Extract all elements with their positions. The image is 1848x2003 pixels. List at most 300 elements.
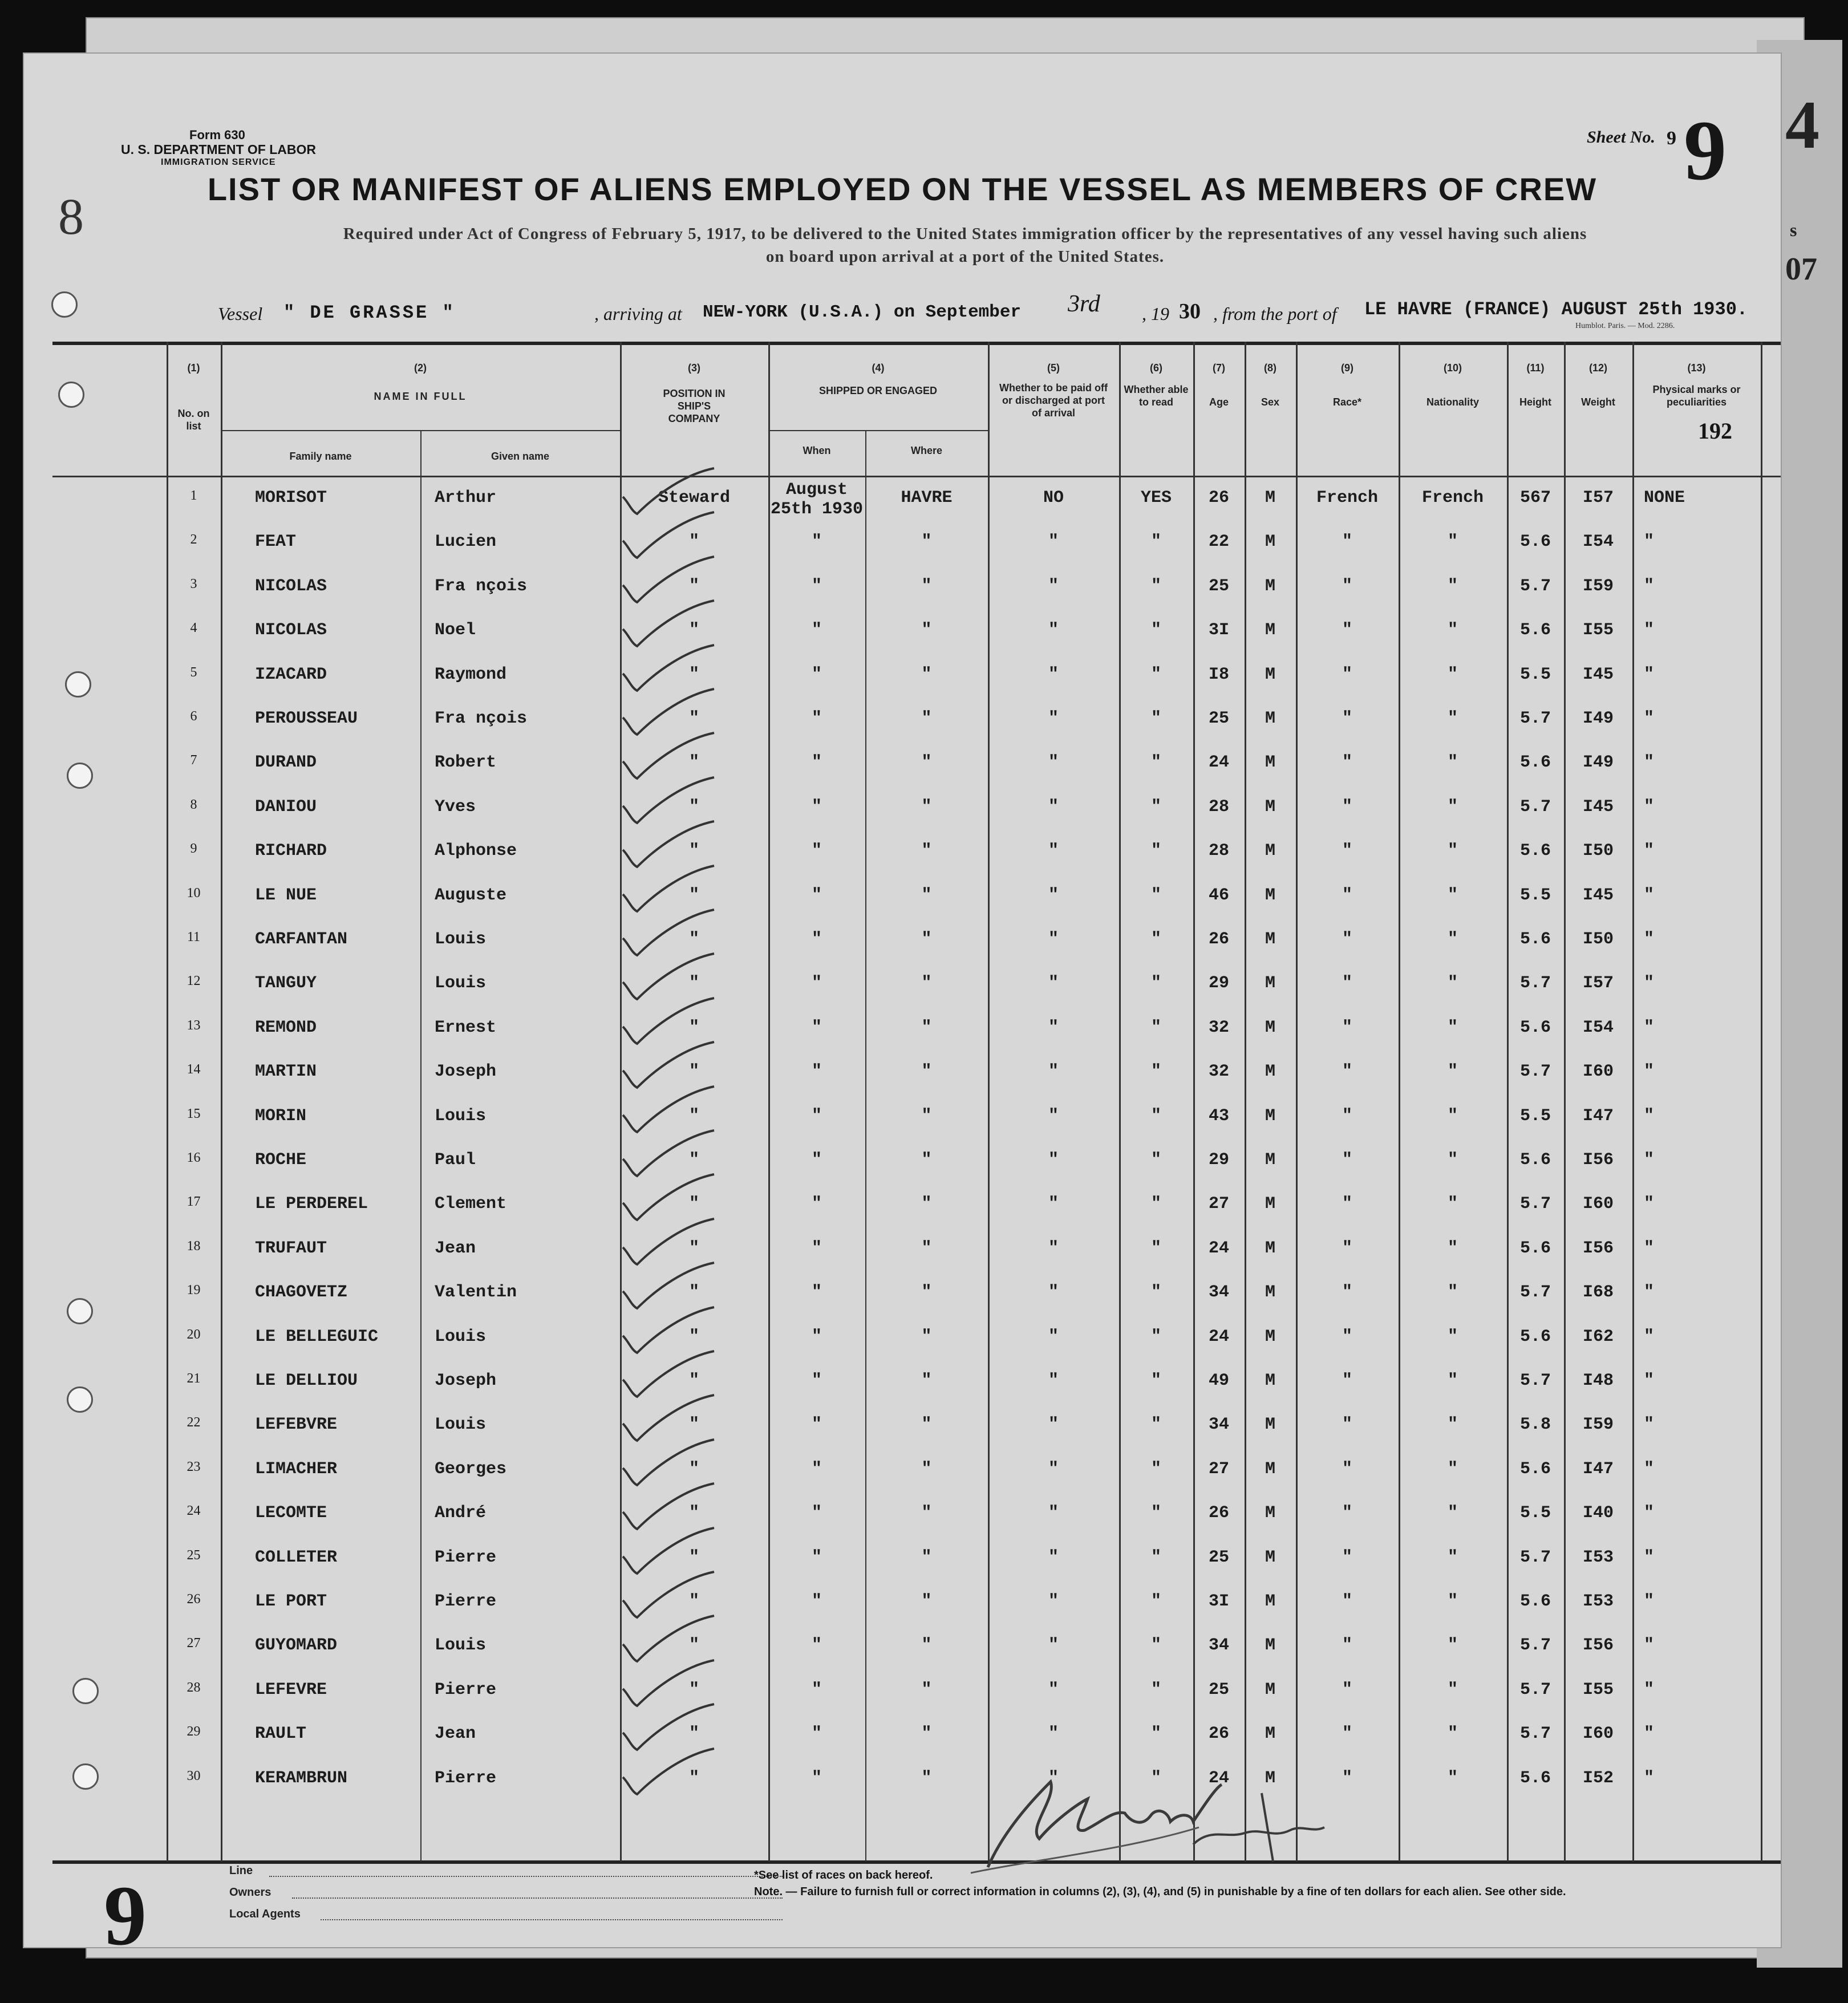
cell-marks: NONE bbox=[1644, 488, 1685, 508]
edge-number: 4 bbox=[1785, 87, 1819, 163]
cell-read: " bbox=[1150, 1769, 1161, 1788]
table-top-rule bbox=[52, 342, 1781, 345]
cell-position: " bbox=[688, 1327, 699, 1347]
shipped-subheader-rule bbox=[768, 430, 988, 431]
subtitle-line1: Required under Act of Congress of February 5, 1917, to be delivered to the United States immigration officer by the representatives of any vessel having such aliens bbox=[343, 225, 1587, 243]
cell-height: 5.7 bbox=[1519, 1724, 1551, 1743]
col5-header: Whether to be paid off or discharged at port of arrival bbox=[999, 382, 1108, 419]
cell-given: Fra nçois bbox=[435, 709, 528, 728]
col-rule bbox=[768, 342, 770, 1862]
arriving-port: NEW-YORK (U.S.A.) on September bbox=[703, 302, 1022, 322]
cell-position: " bbox=[688, 974, 699, 993]
cell-read: " bbox=[1150, 1371, 1161, 1390]
cell-marks: " bbox=[1644, 1724, 1655, 1743]
cell-no: 14 bbox=[187, 1062, 201, 1077]
cell-paid: " bbox=[1048, 841, 1059, 861]
cell-when1: " bbox=[811, 1680, 822, 1700]
cell-read: " bbox=[1150, 1680, 1161, 1700]
cell-family: ROCHE bbox=[255, 1150, 307, 1170]
col-rule bbox=[221, 342, 222, 1862]
cell-family: TRUFAUT bbox=[255, 1239, 327, 1258]
cell-position: " bbox=[688, 621, 699, 640]
cell-nat: " bbox=[1447, 1371, 1458, 1390]
cell-paid: " bbox=[1048, 1106, 1059, 1126]
check-mark bbox=[617, 1171, 720, 1223]
cell-when1: " bbox=[811, 709, 822, 728]
cell-marks: " bbox=[1644, 753, 1655, 772]
cell-weight: I59 bbox=[1582, 577, 1614, 596]
cell-age: 29 bbox=[1208, 974, 1229, 993]
cell-family: DANIOU bbox=[255, 797, 317, 817]
cell-when1: " bbox=[811, 1062, 822, 1081]
cell-when1: " bbox=[811, 753, 822, 772]
cell-read: " bbox=[1150, 797, 1161, 817]
cell-sex: M bbox=[1265, 1150, 1275, 1170]
col-rule bbox=[1296, 342, 1298, 1862]
cell-where: " bbox=[921, 1724, 932, 1743]
cell-when1: August bbox=[785, 480, 848, 500]
cell-family: LE PORT bbox=[255, 1592, 327, 1611]
edge-digits: 07 bbox=[1785, 252, 1817, 287]
cell-height: 5.6 bbox=[1519, 841, 1551, 861]
cell-weight: I62 bbox=[1582, 1327, 1614, 1347]
check-mark bbox=[617, 1701, 720, 1753]
cell-weight: I68 bbox=[1582, 1283, 1614, 1302]
col-rule bbox=[167, 342, 168, 1862]
check-mark bbox=[617, 1260, 720, 1311]
cell-no: 13 bbox=[187, 1018, 201, 1033]
cell-nat: " bbox=[1447, 930, 1458, 949]
cell-no: 1 bbox=[190, 488, 197, 503]
cell-read: " bbox=[1150, 841, 1161, 861]
cell-race: " bbox=[1342, 1415, 1352, 1434]
cell-when1: " bbox=[811, 1724, 822, 1743]
cell-weight: I49 bbox=[1582, 753, 1614, 772]
cell-where: HAVRE bbox=[901, 488, 953, 508]
cell-where: " bbox=[921, 1106, 932, 1126]
cell-weight: I40 bbox=[1582, 1503, 1614, 1523]
cell-sex: M bbox=[1265, 841, 1275, 861]
cell-marks: " bbox=[1644, 1062, 1655, 1081]
cell-no: 30 bbox=[187, 1769, 201, 1783]
cell-family: KERAMBRUN bbox=[255, 1769, 348, 1788]
cell-nat: " bbox=[1447, 709, 1458, 728]
year-prefix: , 19 bbox=[1142, 303, 1169, 324]
cell-when1: " bbox=[811, 1106, 822, 1126]
arriving-label: , arriving at bbox=[594, 303, 682, 324]
cell-paid: " bbox=[1048, 1018, 1059, 1037]
cell-nat: " bbox=[1447, 1150, 1458, 1170]
cell-read: " bbox=[1150, 886, 1161, 905]
cell-paid: " bbox=[1048, 1769, 1059, 1788]
cell-position: " bbox=[688, 1769, 699, 1788]
cell-position: " bbox=[688, 1283, 699, 1302]
cell-when1: " bbox=[811, 797, 822, 817]
cell-sex: M bbox=[1265, 1415, 1275, 1434]
cell-where: " bbox=[921, 1680, 932, 1700]
punch-hole bbox=[72, 1763, 99, 1790]
cell-nat: " bbox=[1447, 841, 1458, 861]
cell-family: DURAND bbox=[255, 753, 317, 772]
line-label: Line bbox=[229, 1864, 253, 1877]
cell-no: 22 bbox=[187, 1415, 201, 1430]
cell-sex: M bbox=[1265, 488, 1275, 508]
cell-when1: " bbox=[811, 930, 822, 949]
cell-no: 29 bbox=[187, 1724, 201, 1739]
cell-age: 49 bbox=[1208, 1371, 1229, 1390]
cell-age: 46 bbox=[1208, 886, 1229, 905]
cell-where: " bbox=[921, 1592, 932, 1611]
cell-race: " bbox=[1342, 1239, 1352, 1258]
cell-weight: I55 bbox=[1582, 1680, 1614, 1700]
bottom-big-number: 9 bbox=[104, 1868, 147, 1963]
cell-paid: " bbox=[1048, 1459, 1059, 1479]
cell-nat: " bbox=[1447, 1548, 1458, 1567]
cell-marks: " bbox=[1644, 621, 1655, 640]
punch-hole bbox=[67, 1386, 93, 1413]
cell-family: MORIN bbox=[255, 1106, 307, 1126]
cell-age: 32 bbox=[1208, 1062, 1229, 1081]
cell-given: Louis bbox=[435, 930, 487, 949]
cell-given: Louis bbox=[435, 1415, 487, 1434]
cell-family: FEAT bbox=[255, 532, 297, 552]
cell-sex: M bbox=[1265, 974, 1275, 993]
page-title: LIST OR MANIFEST OF ALIENS EMPLOYED ON THE VESSEL AS MEMBERS OF CREW bbox=[207, 171, 1598, 207]
cell-family: MARTIN bbox=[255, 1062, 317, 1081]
cell-given: André bbox=[435, 1503, 487, 1523]
cell-family: TANGUY bbox=[255, 974, 317, 993]
cell-position: " bbox=[688, 1680, 699, 1700]
cell-height: 5.7 bbox=[1519, 1636, 1551, 1655]
col11-header: Height bbox=[1519, 396, 1551, 408]
cell-family: PEROUSSEAU bbox=[255, 709, 358, 728]
signature bbox=[954, 1759, 1364, 1890]
cell-age: 34 bbox=[1208, 1636, 1229, 1655]
cell-position: " bbox=[688, 1636, 699, 1655]
cell-given: Joseph bbox=[435, 1371, 497, 1390]
cell-weight: I54 bbox=[1582, 532, 1614, 552]
cell-sex: M bbox=[1265, 621, 1275, 640]
cell-marks: " bbox=[1644, 797, 1655, 817]
cell-position: " bbox=[688, 1018, 699, 1037]
cell-age: 22 bbox=[1208, 532, 1229, 552]
cell-race: " bbox=[1342, 1150, 1352, 1170]
cell-read: YES bbox=[1140, 488, 1172, 508]
cell-marks: " bbox=[1644, 1680, 1655, 1700]
cell-given: Yves bbox=[435, 797, 476, 817]
check-mark bbox=[617, 509, 720, 561]
cell-race: " bbox=[1342, 1283, 1352, 1302]
cell-family: RAULT bbox=[255, 1724, 307, 1743]
cell-when1: " bbox=[811, 1636, 822, 1655]
cell-paid: " bbox=[1048, 1503, 1059, 1523]
cell-where: " bbox=[921, 1548, 932, 1567]
cell-weight: I47 bbox=[1582, 1459, 1614, 1479]
col-rule bbox=[1193, 342, 1195, 1862]
col13-number: (13) bbox=[1687, 362, 1706, 374]
punch-hole bbox=[67, 763, 93, 789]
cell-given: Louis bbox=[435, 1327, 487, 1347]
cell-where: " bbox=[921, 1062, 932, 1081]
cell-age: 26 bbox=[1208, 930, 1229, 949]
cell-age: 25 bbox=[1208, 1548, 1229, 1567]
cell-marks: " bbox=[1644, 1106, 1655, 1126]
col1-number: (1) bbox=[187, 362, 200, 374]
cell-race: " bbox=[1342, 1459, 1352, 1479]
cell-age: 3I bbox=[1208, 621, 1229, 640]
cell-sex: M bbox=[1265, 1724, 1275, 1743]
col-rule bbox=[1761, 342, 1762, 1862]
col3-header: POSITION IN SHIP'S COMPANY bbox=[663, 388, 726, 424]
cell-where: " bbox=[921, 1636, 932, 1655]
cell-given: Auguste bbox=[435, 886, 507, 905]
cell-nat: " bbox=[1447, 1592, 1458, 1611]
col12-number: (12) bbox=[1588, 362, 1607, 374]
cell-given: Ernest bbox=[435, 1018, 497, 1037]
cell-weight: I50 bbox=[1582, 841, 1614, 861]
punch-hole bbox=[51, 291, 78, 318]
col4a-header: When bbox=[803, 445, 831, 456]
cell-nat: " bbox=[1447, 1769, 1458, 1788]
cell-where: " bbox=[921, 1415, 932, 1434]
cell-weight: I56 bbox=[1582, 1636, 1614, 1655]
cell-read: " bbox=[1150, 753, 1161, 772]
cell-family: LE DELLIOU bbox=[255, 1371, 358, 1390]
cell-marks: " bbox=[1644, 1592, 1655, 1611]
cell-position: " bbox=[688, 753, 699, 772]
check-mark bbox=[617, 1392, 720, 1444]
cell-read: " bbox=[1150, 665, 1161, 684]
cell-where: " bbox=[921, 709, 932, 728]
cell-marks: " bbox=[1644, 974, 1655, 993]
cell-read: " bbox=[1150, 1062, 1161, 1081]
col7-header: Age bbox=[1209, 396, 1229, 408]
cell-sex: M bbox=[1265, 709, 1275, 728]
cell-age: 26 bbox=[1208, 488, 1229, 508]
cell-race: " bbox=[1342, 665, 1352, 684]
col-rule bbox=[1632, 342, 1634, 1862]
cell-no: 28 bbox=[187, 1680, 201, 1695]
cell-where: " bbox=[921, 1283, 932, 1302]
penalty-note: Note. — Failure to furnish full or correct information in columns (2), (3), (4), and (5) in punishable by a fine of ten dollars for each alien. See other side. bbox=[754, 1886, 1566, 1898]
cell-when2: 25th 1930 bbox=[770, 500, 864, 519]
cell-nat: " bbox=[1447, 621, 1458, 640]
cell-race: " bbox=[1342, 1680, 1352, 1700]
cell-race: " bbox=[1342, 532, 1352, 552]
cell-when1: " bbox=[811, 1283, 822, 1302]
cell-when1: " bbox=[811, 1769, 822, 1788]
cell-when1: " bbox=[811, 1150, 822, 1170]
cell-sex: M bbox=[1265, 753, 1275, 772]
cell-age: 32 bbox=[1208, 1018, 1229, 1037]
cell-when1: " bbox=[811, 841, 822, 861]
cell-weight: I59 bbox=[1582, 1415, 1614, 1434]
cell-when1: " bbox=[811, 1018, 822, 1037]
cell-height: 5.8 bbox=[1519, 1415, 1551, 1434]
service: IMMIGRATION SERVICE bbox=[161, 157, 276, 167]
cell-paid: " bbox=[1048, 1724, 1059, 1743]
cell-sex: M bbox=[1265, 665, 1275, 684]
col2b-header: Given name bbox=[491, 451, 550, 462]
edge-letter: s bbox=[1790, 220, 1797, 240]
col9-header: Race* bbox=[1332, 396, 1362, 408]
cell-height: 5.7 bbox=[1519, 1680, 1551, 1700]
cell-marks: " bbox=[1644, 1503, 1655, 1523]
cell-race: " bbox=[1342, 1371, 1352, 1390]
cell-height: 5.6 bbox=[1519, 1592, 1551, 1611]
cell-height: 5.6 bbox=[1519, 1459, 1551, 1479]
cell-height: 5.7 bbox=[1519, 1371, 1551, 1390]
cell-weight: I56 bbox=[1582, 1150, 1614, 1170]
col11-number: (11) bbox=[1526, 362, 1545, 374]
cell-where: " bbox=[921, 1371, 932, 1390]
cell-no: 20 bbox=[187, 1327, 201, 1342]
cell-sex: M bbox=[1265, 1106, 1275, 1126]
cell-sex: M bbox=[1265, 532, 1275, 552]
printer-mark: Humblot. Paris. — Mod. 2286. bbox=[1575, 322, 1675, 330]
cell-weight: I47 bbox=[1582, 1106, 1614, 1126]
cell-paid: " bbox=[1048, 1371, 1059, 1390]
cell-read: " bbox=[1150, 1150, 1161, 1170]
cell-read: " bbox=[1150, 1415, 1161, 1434]
cell-age: 26 bbox=[1208, 1503, 1229, 1523]
cell-height: 5.7 bbox=[1519, 1283, 1551, 1302]
cell-where: " bbox=[921, 1194, 932, 1214]
cell-read: " bbox=[1150, 1239, 1161, 1258]
cell-height: 5.7 bbox=[1519, 974, 1551, 993]
cell-where: " bbox=[921, 1327, 932, 1347]
col-rule bbox=[1564, 342, 1566, 1862]
cell-sex: M bbox=[1265, 1062, 1275, 1081]
cell-weight: I52 bbox=[1582, 1769, 1614, 1788]
cell-race: " bbox=[1342, 577, 1352, 596]
cell-read: " bbox=[1150, 1636, 1161, 1655]
cell-family: LE BELLEGUIC bbox=[255, 1327, 379, 1347]
races-note: *See list of races on back hereof. bbox=[754, 1869, 933, 1882]
cell-given: Louis bbox=[435, 1636, 487, 1655]
cell-no: 7 bbox=[190, 753, 197, 768]
cell-sex: M bbox=[1265, 1459, 1275, 1479]
cell-marks: " bbox=[1644, 1018, 1655, 1037]
cell-position: " bbox=[688, 1062, 699, 1081]
cell-read: " bbox=[1150, 974, 1161, 993]
col-rule bbox=[1245, 342, 1246, 1862]
cell-position: " bbox=[688, 1415, 699, 1434]
cell-nat: " bbox=[1447, 532, 1458, 552]
cell-marks: " bbox=[1644, 1415, 1655, 1434]
cell-race: " bbox=[1342, 1636, 1352, 1655]
cell-nat: " bbox=[1447, 1680, 1458, 1700]
cell-when1: " bbox=[811, 1194, 822, 1214]
cell-paid: " bbox=[1048, 1062, 1059, 1081]
cell-sex: M bbox=[1265, 1194, 1275, 1214]
cell-given: Pierre bbox=[435, 1548, 497, 1567]
cell-nat: " bbox=[1447, 1459, 1458, 1479]
cell-given: Arthur bbox=[435, 488, 497, 508]
check-mark bbox=[617, 951, 720, 1002]
cell-given: Pierre bbox=[435, 1680, 497, 1700]
cell-sex: M bbox=[1265, 1327, 1275, 1347]
sheet-label: Sheet No. bbox=[1587, 128, 1655, 147]
cell-where: " bbox=[921, 577, 932, 596]
cell-nat: French bbox=[1421, 488, 1484, 508]
cell-marks: " bbox=[1644, 1769, 1655, 1788]
cell-family: LECOMTE bbox=[255, 1503, 327, 1523]
cell-when1: " bbox=[811, 886, 822, 905]
col6-header: Whether able to read bbox=[1124, 384, 1189, 408]
col9-number: (9) bbox=[1341, 362, 1353, 374]
cell-height: 5.7 bbox=[1519, 1062, 1551, 1081]
cell-marks: " bbox=[1644, 1327, 1655, 1347]
cell-nat: " bbox=[1447, 1283, 1458, 1302]
cell-marks: " bbox=[1644, 1548, 1655, 1567]
cell-paid: " bbox=[1048, 1327, 1059, 1347]
col-rule bbox=[1119, 342, 1121, 1862]
col2a-header: Family name bbox=[289, 451, 352, 462]
cell-position: " bbox=[688, 1592, 699, 1611]
cell-age: I8 bbox=[1208, 665, 1229, 684]
year-suffix: 30 bbox=[1179, 299, 1201, 323]
cell-height: 5.7 bbox=[1519, 1194, 1551, 1214]
cell-position: " bbox=[688, 886, 699, 905]
col2-number: (2) bbox=[414, 362, 427, 374]
cell-family: LE PERDEREL bbox=[255, 1194, 368, 1214]
cell-position: " bbox=[688, 1724, 699, 1743]
owners-field bbox=[292, 1897, 783, 1899]
cell-where: " bbox=[921, 1239, 932, 1258]
cell-no: 21 bbox=[187, 1371, 201, 1386]
cell-paid: " bbox=[1048, 1592, 1059, 1611]
cell-weight: I53 bbox=[1582, 1548, 1614, 1567]
cell-height: 5.5 bbox=[1519, 1106, 1551, 1126]
cell-read: " bbox=[1150, 577, 1161, 596]
cell-given: Lucien bbox=[435, 532, 497, 552]
cell-race: " bbox=[1342, 1018, 1352, 1037]
cell-nat: " bbox=[1447, 886, 1458, 905]
owners-label: Owners bbox=[229, 1886, 271, 1899]
cell-given: Louis bbox=[435, 974, 487, 993]
cell-read: " bbox=[1150, 709, 1161, 728]
cell-paid: " bbox=[1048, 1283, 1059, 1302]
cell-when1: " bbox=[811, 577, 822, 596]
cell-nat: " bbox=[1447, 1724, 1458, 1743]
cell-no: 8 bbox=[190, 797, 197, 812]
cell-weight: I57 bbox=[1582, 974, 1614, 993]
cell-where: " bbox=[921, 1150, 932, 1170]
cell-family: CHAGOVETZ bbox=[255, 1283, 348, 1302]
cell-given: Alphonse bbox=[435, 841, 517, 861]
cell-paid: " bbox=[1048, 797, 1059, 817]
cell-paid: " bbox=[1048, 1415, 1059, 1434]
cell-race: " bbox=[1342, 753, 1352, 772]
cell-where: " bbox=[921, 1459, 932, 1479]
arrival-day: 3rd bbox=[1068, 291, 1100, 317]
cell-position: " bbox=[688, 577, 699, 596]
cell-position: " bbox=[688, 1548, 699, 1567]
cell-paid: " bbox=[1048, 577, 1059, 596]
cell-given: Fra nçois bbox=[435, 577, 528, 596]
cell-age: 24 bbox=[1208, 1327, 1229, 1347]
cell-age: 28 bbox=[1208, 797, 1229, 817]
cell-position: " bbox=[688, 709, 699, 728]
cell-paid: " bbox=[1048, 1548, 1059, 1567]
cell-height: 5.7 bbox=[1519, 709, 1551, 728]
col7-number: (7) bbox=[1213, 362, 1225, 374]
cell-marks: " bbox=[1644, 1194, 1655, 1214]
cell-paid: " bbox=[1048, 621, 1059, 640]
cell-sex: M bbox=[1265, 577, 1275, 596]
cell-nat: " bbox=[1447, 753, 1458, 772]
